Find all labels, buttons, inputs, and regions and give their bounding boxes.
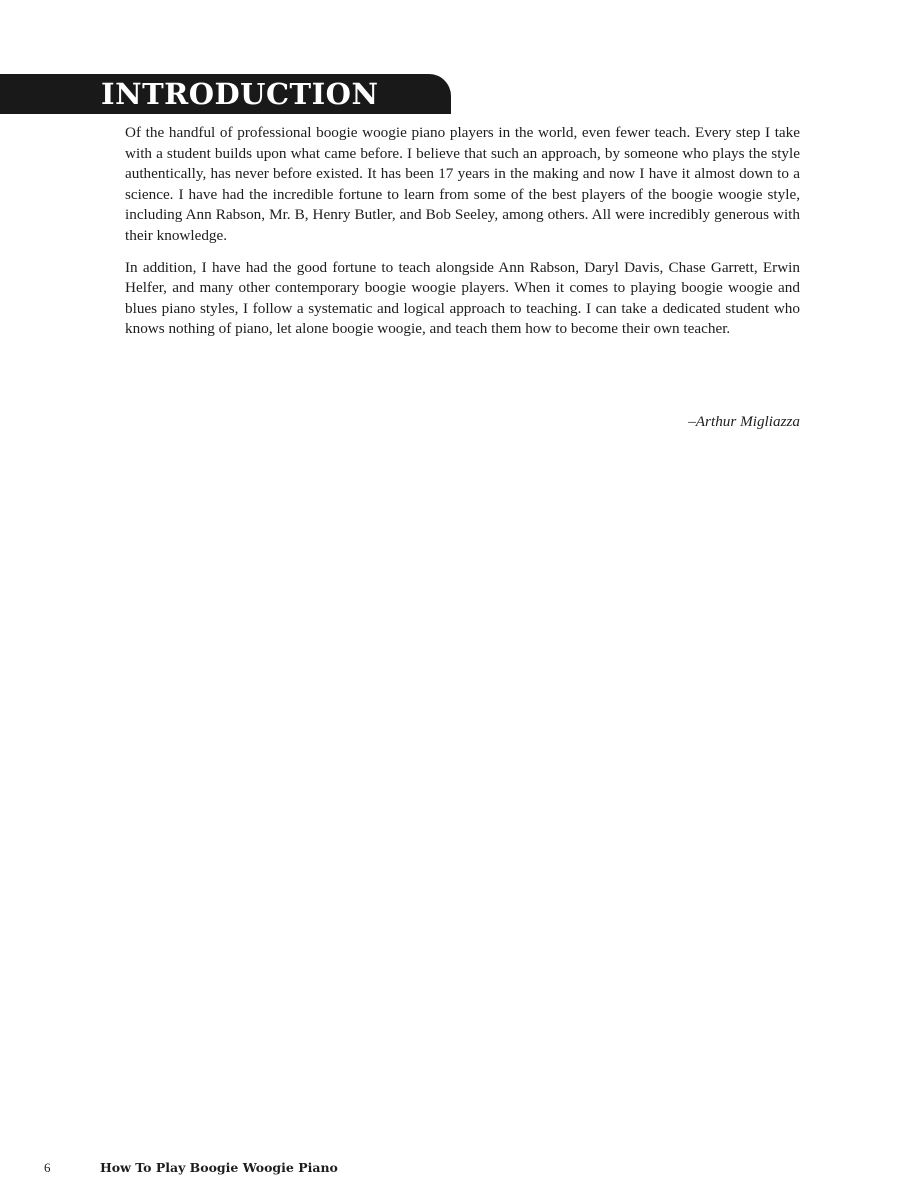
author-signature: –Arthur Migliazza [688,413,800,430]
section-heading-bar [0,74,451,114]
body-text [125,123,800,351]
paragraph: In addition, I have had the good fortune to teach alongside Ann Rabson, Daryl Davis, Chase Garrett, Erwin Helfer, and many other contemporary boogie woogie players. When it comes to playing boogie woogie and blues piano styles, I follow a systematic and logical approach to teaching. I can take a dedicated student who knows nothing of piano, let alone boogie woogie, and teach them how to become their own teacher. [125,258,800,338]
paragraph: Of the handful of professional boogie woogie piano players in the world, even fewer teach. Every step I take with a student builds upon what came before. I believe that such an approach, by someone who plays the style authentically, has never before existed. It has been 17 years in the making and now I have it almost down to a science. I have had the incredible fortune to learn from some of the best players of the boogie woogie style, including Ann Rabson, Mr. B, Henry Butler, and Bob Seeley, among others. All were incredibly generous with their knowledge. [125,124,800,244]
section-title: INTRODUCTION [101,77,379,111]
book-title: How To Play Boogie Woogie Piano [100,1160,338,1175]
page-footer [44,1160,338,1176]
page-number: 6 [44,1160,51,1175]
